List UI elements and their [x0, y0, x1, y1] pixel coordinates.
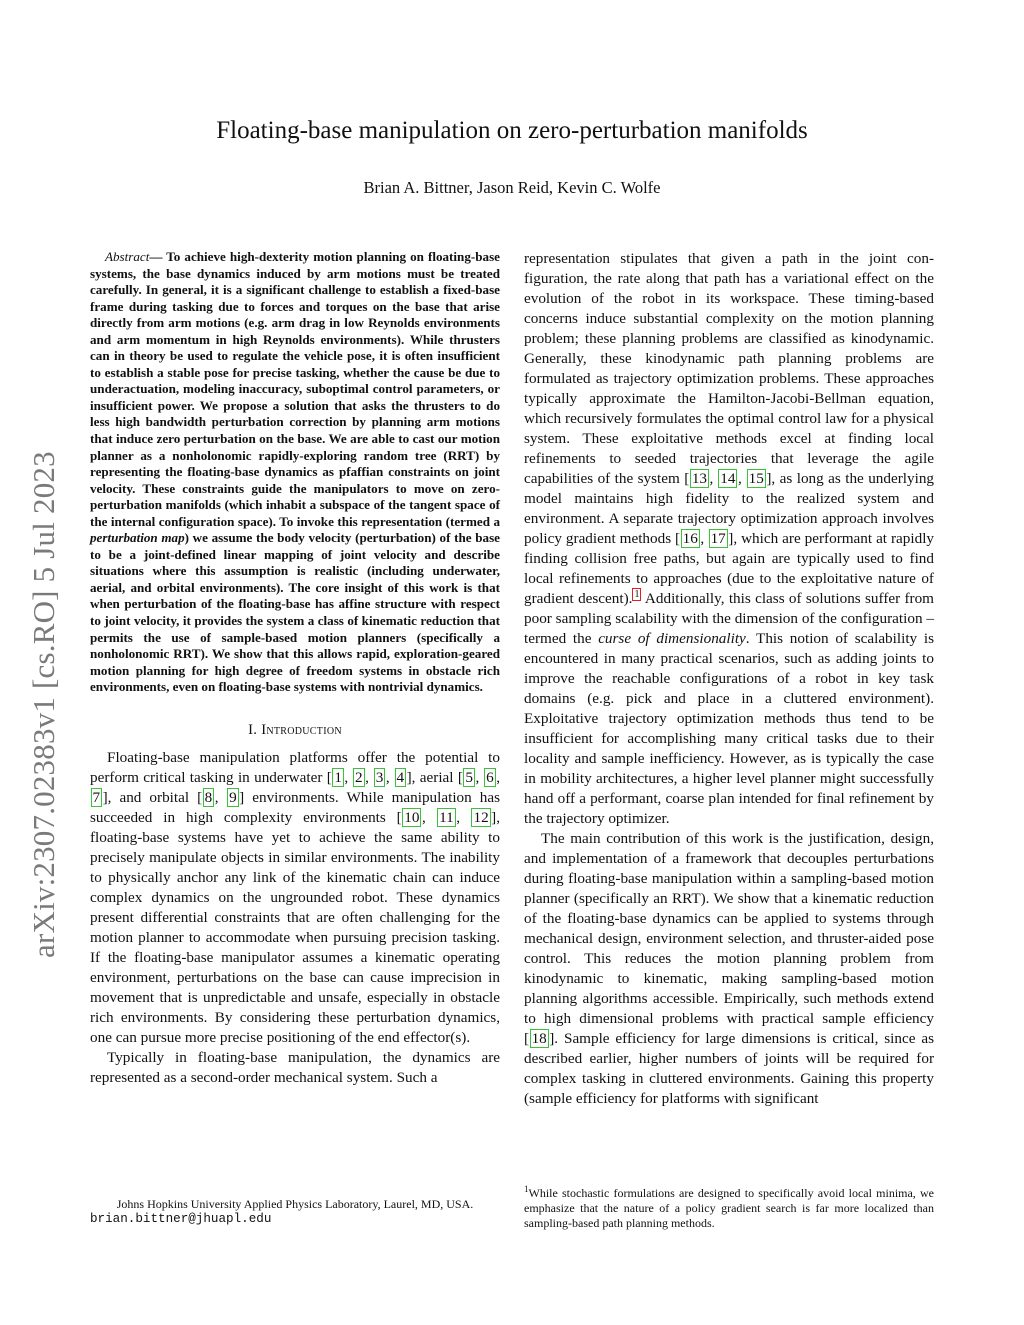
- citation-link[interactable]: 10: [404, 808, 420, 826]
- abstract-label: Abstract: [105, 249, 150, 264]
- text-run: representation stipulates that given a path in the joint configuration, the rate along that path has a variational effect on the evolution of the robot in its workspace. These timing-based concerns induce substantial complexity on the motion planning problem; these planning problems are classified as kinodynamic. Generally, these kinodynamic path planning problems are formulated as trajectory optimization problems. These approaches typically approximate the Hamilton-Jacobi-Bellman equation, which recursively formulates the optimal control law for a physical system. These exploitative methods excel at finding local refinements to seeded trajectories that leverage the agile capabilities of the system [: [524, 250, 934, 487]
- citation-link[interactable]: 3: [375, 768, 384, 786]
- citation-link[interactable]: 5: [465, 768, 474, 786]
- paper-title: Floating-base manipulation on zero-perturbation manifolds: [216, 117, 808, 144]
- right-paragraph-2: [524, 829, 934, 1109]
- section-number: I.: [248, 721, 262, 738]
- text-run: ], aerial [: [406, 768, 463, 786]
- left-column: [90, 249, 500, 1088]
- author-email: brian.bittner@jhuapl.edu: [90, 1211, 272, 1226]
- text-run: Floating-base manipulation platforms offer the potential to perform critical tasking in underwater [: [90, 748, 500, 786]
- citation-link[interactable]: 11: [439, 808, 454, 826]
- emphasis-text: curse of dimensionality: [598, 630, 746, 647]
- abstract-text-part2: ) we assume the body velocity (perturbation) of the base to be a joint-defined linear mapping of joint velocity and describe situations where this assumption is realistic (including underwater, aerial, and orbital environments). The core insight of this work is that when perturbation of the floating-base has affine structure with respect to joint velocity, it provides the system a class of kinematic reduction that permits the use of sample-based motion planners (specifically a nonholonomic RRT). We show that this allows rapid, exploration-geared motion planning for high degree of freedom systems in obstacle rich environments, even on floating-base systems with nontrivial dynamics.: [90, 530, 500, 695]
- citation-link[interactable]: 13: [691, 470, 708, 487]
- intro-paragraph-2: Typically in floating-base manipulation, the dynamics are represented as a second-order mechanical system. Such a: [90, 1048, 500, 1086]
- citation-link[interactable]: 9: [229, 788, 237, 806]
- footnote-text: While stochastic formulations are designed to specifically avoid local minima, we emphasize that the nature of a policy gradient search is far more localized than sampling-based path planning methods.: [524, 1186, 934, 1230]
- text-run: ]. Sample efficiency for large dimensions is critical, since as described earlier, higher numbers of joints will be required for complex tasking in cluttered environments. Gaining this property (sample efficiency for platforms with significant: [524, 1030, 934, 1107]
- text-run: ], as long as the underlying model maintains high fidelity to the realized system and environment. A separate trajectory optimization approach involves policy gradient methods [: [524, 470, 935, 547]
- right-paragraph-1: representation stipulates that given a path in the joint configuration, the rate along that path has a variational effect on the evolution of the robot in its workspace. These timing-based concerns induce substantial complexity on the motion planning problem; these planning problems are classified as kinodynamic. Generally, these kinodynamic path planning problems are formulated as trajectory optimization problems. These approaches typically approximate the Hamilton-Jacobi-Bellman equation, which recursively formulates the optimal control law for a physical system. These exploitative methods excel at finding local refinements to seeded trajectories that leverage the agile capabilities of the system [ 13 , 14 , 15 ], as long as the underlying model maintains high fidelity to the realized system and environment. A separate trajectory optimization approach involves policy gradient methods [ 16 , 17 ], which are performant at rapidly finding collision free paths, but again are typically used to find local refinements to approaches (due to the exploitative nature of gradient descent). $^1$ Additionally, this class of solutions suffer from poor sampling scalability with the dimension of the configuration – termed the curse of dimensionality. This notion of scalability is encountered in many practical scenarios, such as adding joints to improve the reachable configurations of a robot in key task domains (e.g. pick and place in a cluttered environment). Exploitative trajectory optimization methods thus tend to be insufficient for accomplishing many critical tasks due to their locality and sample inefficiency. However, as is typically the case in mobility architectures, a higher level planner might successfully hand off a performant, coarse plan intended for final refinement by the trajectory optimizer.: [524, 250, 935, 827]
- citation-link[interactable]: 4: [396, 768, 405, 786]
- citation-link[interactable]: 8: [204, 788, 213, 806]
- citation-link[interactable]: 12: [473, 808, 489, 826]
- text-run: ], floating-base systems have yet to achieve the same ability to precisely manipulate objects in similar environments. The inability to physically anchor any link of the kinematic chain can induce complex dynamics on the ungrounded robot. These dynamics present differential constraints that are often challenging for the motion planner to accommodate when pursuing precision tasking. If the floating-base manipulator assumes a kinematic operating environment, perturbations on the base can cause imprecision in movement that is unpredictable and unsafe, especially in obstacle rich environments. By considering these perturbation dynamics, one can pursue more precise positioning of the end effector(s).: [90, 808, 501, 1046]
- text-run: Additionally, this class of solutions suffer from poor sampling scalability with the dimension of the configuration – termed the: [524, 590, 934, 647]
- citation-link[interactable]: 7: [92, 788, 101, 806]
- text-run: The main contribution of this work is the justification, design, and implementation of a framework that decouples perturbations during floating-base manipulation within a sampling-based motion planner (specifically an RRT). We show that a kinematic reduction of the floating-base dynamics can be applied to systems through mechanical design, environment selection, and thruster-aided pose control. This reduces the motion planning problem from kinodynamic to kinematic, making sampling-based motion planning algorithms accessible. Empirically, such methods extend to high dimensional problems with practical sample efficiency [: [524, 830, 934, 1047]
- citation-link[interactable]: 14: [720, 470, 736, 487]
- text-run: ] environments. While manipulation has succeeded in high complexity environments [: [90, 788, 501, 826]
- citation-link[interactable]: 15: [748, 470, 764, 487]
- author-list: Brian A. Bittner, Jason Reid, Kevin C. Wolfe: [363, 178, 661, 197]
- text-run: . This notion of scalability is encountered in many practical scenarios, such as adding joints to improve the reachable configurations of a robot in key task domains (e.g. pick and place in a cluttered environment). Exploitative trajectory optimization methods thus tend to be insufficient for accomplishing many critical tasks due to their locality and sample inefficiency. However, as is typically the case in mobility architectures, a higher level planner might successfully hand off a performant, coarse plan intended for final refinement by the trajectory optimizer.: [524, 630, 934, 827]
- affiliation-footnote: [90, 1197, 500, 1226]
- citation-link[interactable]: 16: [682, 530, 698, 547]
- citation-link[interactable]: 1: [334, 768, 342, 786]
- arxiv-identifier: arXiv:2307.02383v1 [cs.RO] 5 Jul 2023: [26, 451, 61, 958]
- citation-link[interactable]: 17: [710, 530, 726, 547]
- right-column: [524, 249, 934, 1109]
- intro-paragraph-1: Floating-base manipulation platforms offer the potential to perform critical tasking in underwater [ 1 , 2 , 3 , 4 ], aerial [ 5 , 6 , 7 ], and orbital [ 8 , 9 ] environments. While manipulation has succeeded in high complexity environments [ 10 , 11 , 12 ], floating-base systems have yet to achieve the same ability to precisely manipulate objects in similar environments. The inability to physically anchor any link of the kinematic chain can induce complex dynamics on the ungrounded robot. These dynamics present differential constraints that are often challenging for the motion planner to accommodate when pursuing precision tasking. If the floating-base manipulator assumes a kinematic operating environment, perturbations on the base can cause imprecision in movement that is unpredictable and unsafe, especially in obstacle rich environments. By considering these perturbation dynamics, one can pursue more precise positioning of the end effector(s).: [90, 748, 501, 1046]
- affiliation-text: Johns Hopkins University Applied Physics Laboratory, Laurel, MD, USA.: [116, 1197, 474, 1211]
- footnote-number: 1: [524, 1184, 529, 1194]
- text-run: ], which are performant at rapidly finding collision free paths, but again are typically used to find local refinements to approaches (due to the exploitative nature of gradient descent).: [524, 530, 935, 607]
- abstract-emphasis: perturbation map: [90, 530, 185, 546]
- footnote-1: [524, 1182, 934, 1231]
- abstract: [90, 249, 500, 696]
- section-title: Introduction: [261, 721, 342, 738]
- citation-link[interactable]: 2: [355, 768, 363, 786]
- citation-link[interactable]: 18: [531, 1030, 547, 1047]
- abstract-text-part1: To achieve high-dexterity motion planning on floating-base systems, the base dynamics induced by arm motions must be treated carefully. In general, it is a significant challenge to establish a fixed-base frame during tasking due to forces and torques on the base that arise directly from arm motions (e.g. arm drag in low Reynolds environments and arm momentum in high Reynolds environments). While thrusters can in theory be used to regulate the vehicle pose, it is often insufficient to establish a stable pose for precise tasking, whether the cause be due to underactuation, modeling inaccuracy, suboptimal control parameters, or insufficient power. We propose a solution that asks the thrusters to do less high bandwidth perturbation correction by planning arm motions that induce zero perturbation on the base. We are able to cast our motion planner as a nonholonomic rapidly-exploring random tree (RRT) by representing the floating-base dynamics as pfaffian constraints on joint velocity. These constraints guide the manipulators to move on zero-perturbation manifolds (which inhabit a subspace of the tangent space of the internal configuration space). To invoke this representation (termed a: [90, 249, 500, 529]
- section-heading-introduction: [90, 722, 500, 739]
- abstract-dash: —: [149, 249, 167, 264]
- citation-link[interactable]: 6: [486, 768, 494, 786]
- text-run: ], and orbital [: [102, 788, 203, 806]
- footnote-link[interactable]: 1: [634, 588, 640, 600]
